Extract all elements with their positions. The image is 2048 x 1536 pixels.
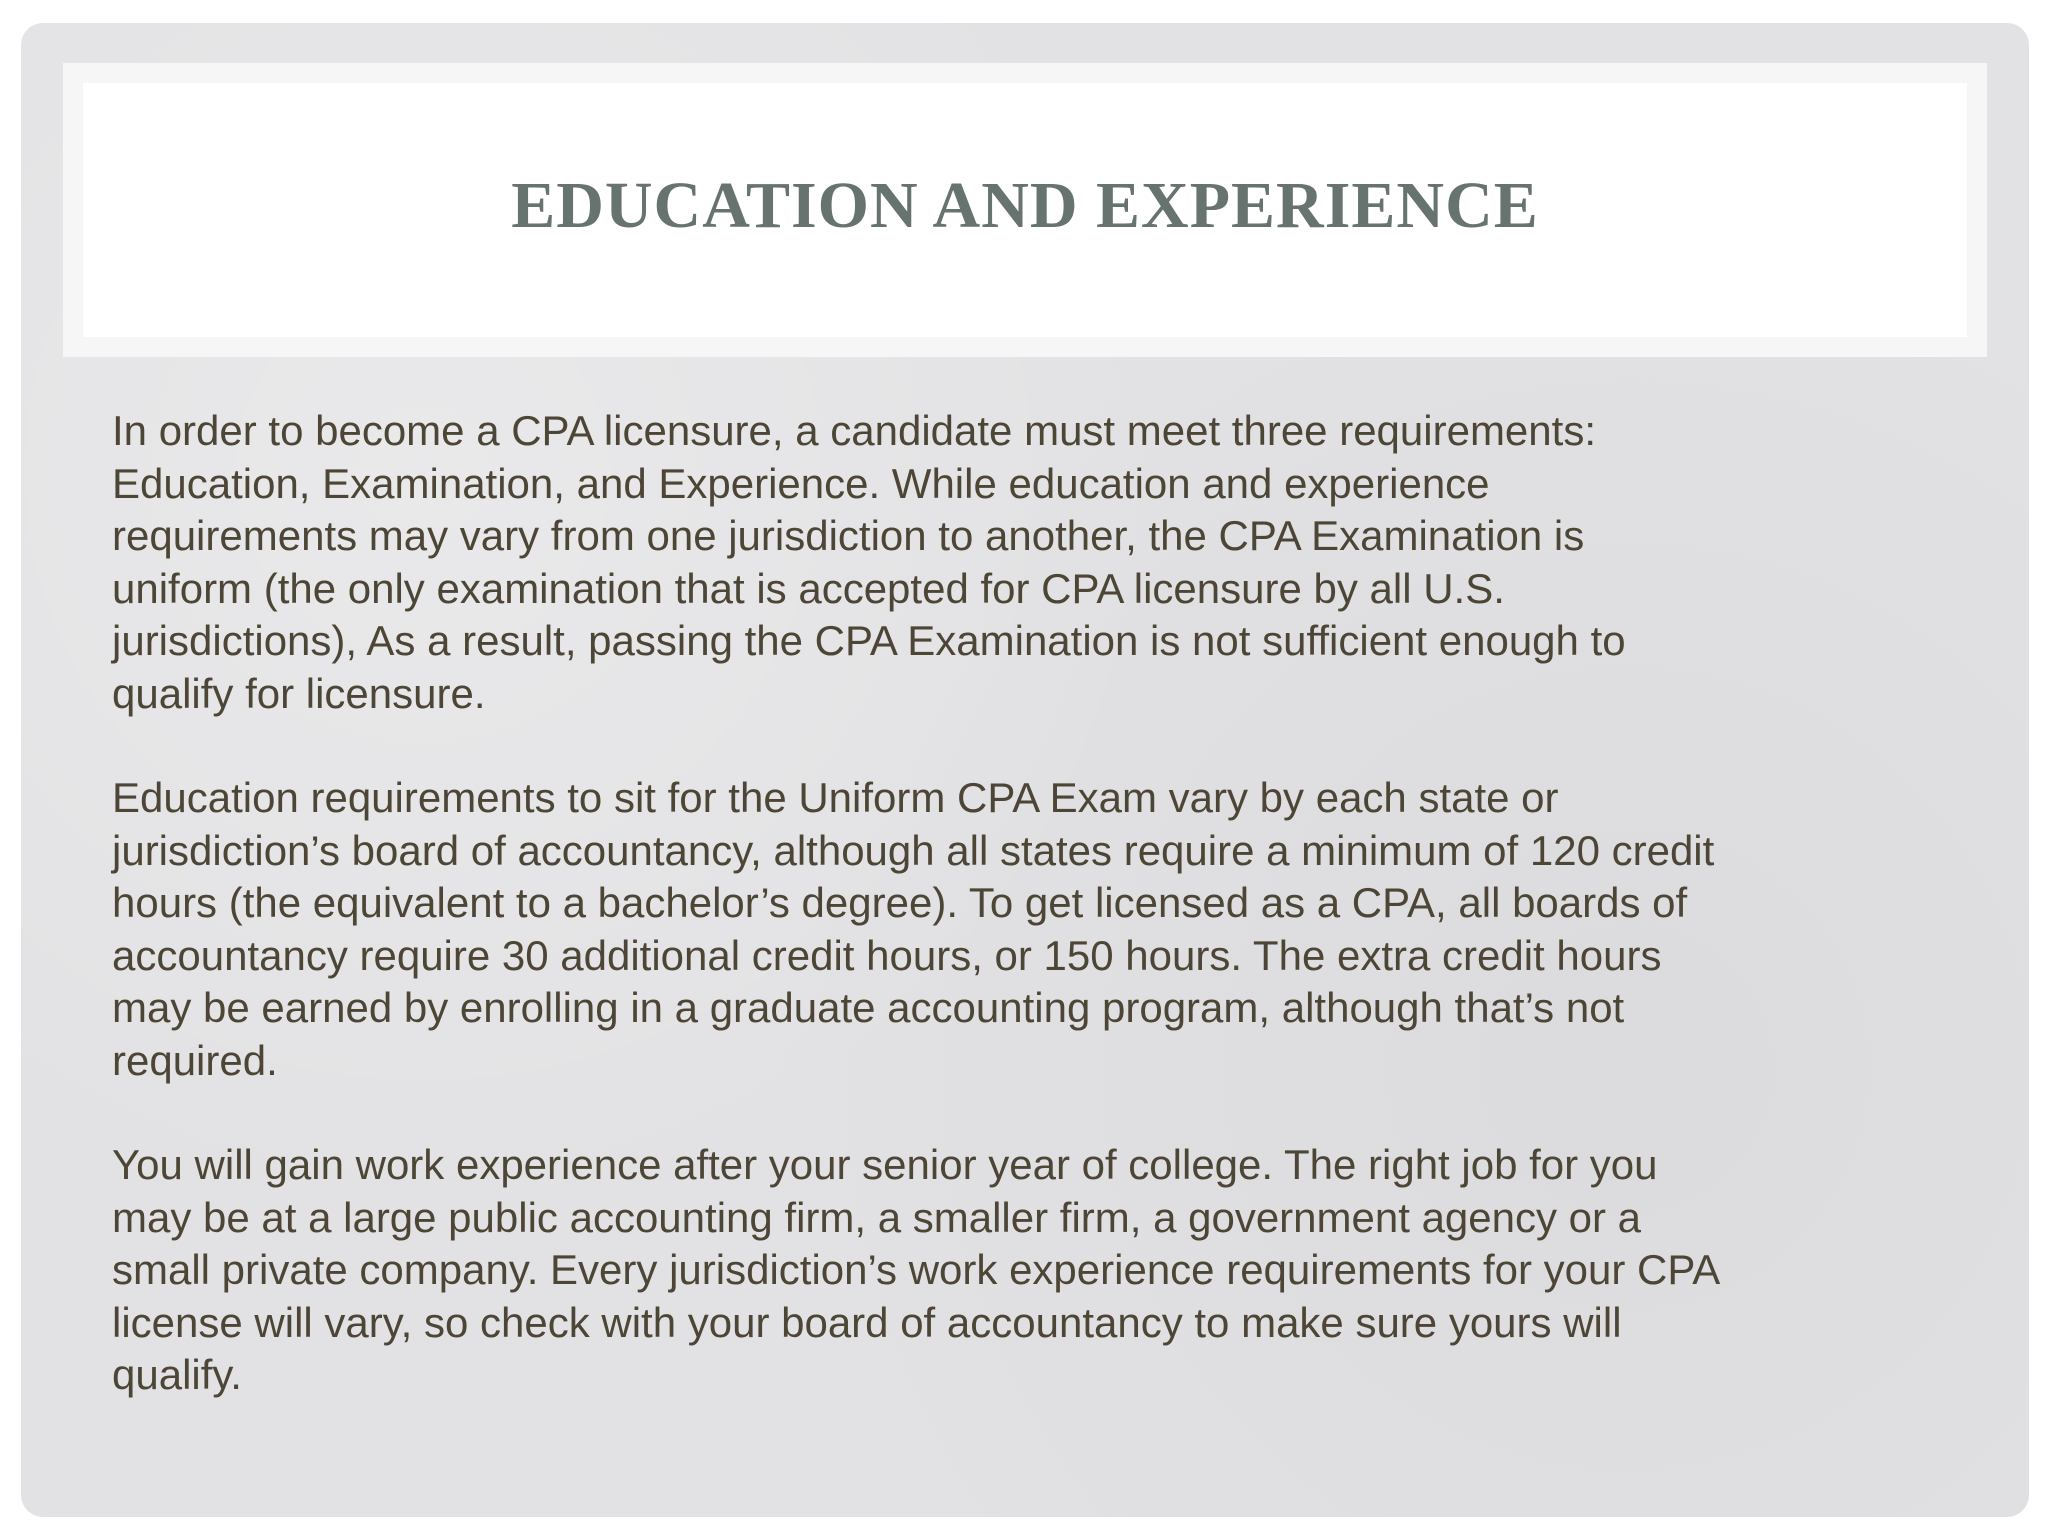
paragraph-education-requirements: Education requirements to sit for the Uniform CPA Exam vary by each state or jurisdiction’s board of accountancy, although all states require a minimum of 120 credit hours (the equivalent to a bachelor’s degree). To get licensed as a CPA, all boards of accountancy require 30 additional credit hours, or 150 hours. The extra credit hours may be earned by enrolling in a graduate accounting program, although that’s not required. — [112, 774, 1715, 1084]
paragraph-cpa-requirements: In order to become a CPA licensure, a candidate must meet three requirements: Education, Examination, and Experience. While education and experience requirements may vary from one jurisdiction to another, the CPA Examination is uniform (the only examination that is accepted for CPA licensure by all U.S. jurisdictions), As a result, passing the CPA Examination is not sufficient enough to qualify for licensure. — [112, 407, 1626, 717]
title-frame — [63, 63, 1987, 357]
slide — [21, 23, 2029, 1517]
title-box — [83, 83, 1967, 337]
body-text — [112, 405, 1992, 1454]
paragraph-work-experience: You will gain work experience after your senior year of college. The right job for you may be at a large public accounting firm, a smaller firm, a government agency or a small private company. Every jurisdiction’s work experience requirements for your CPA license will vary, so check with your board of accountancy to make sure yours will qualify. — [112, 1141, 1721, 1398]
slide-title: EDUCATION AND EXPERIENCE — [511, 169, 1539, 242]
